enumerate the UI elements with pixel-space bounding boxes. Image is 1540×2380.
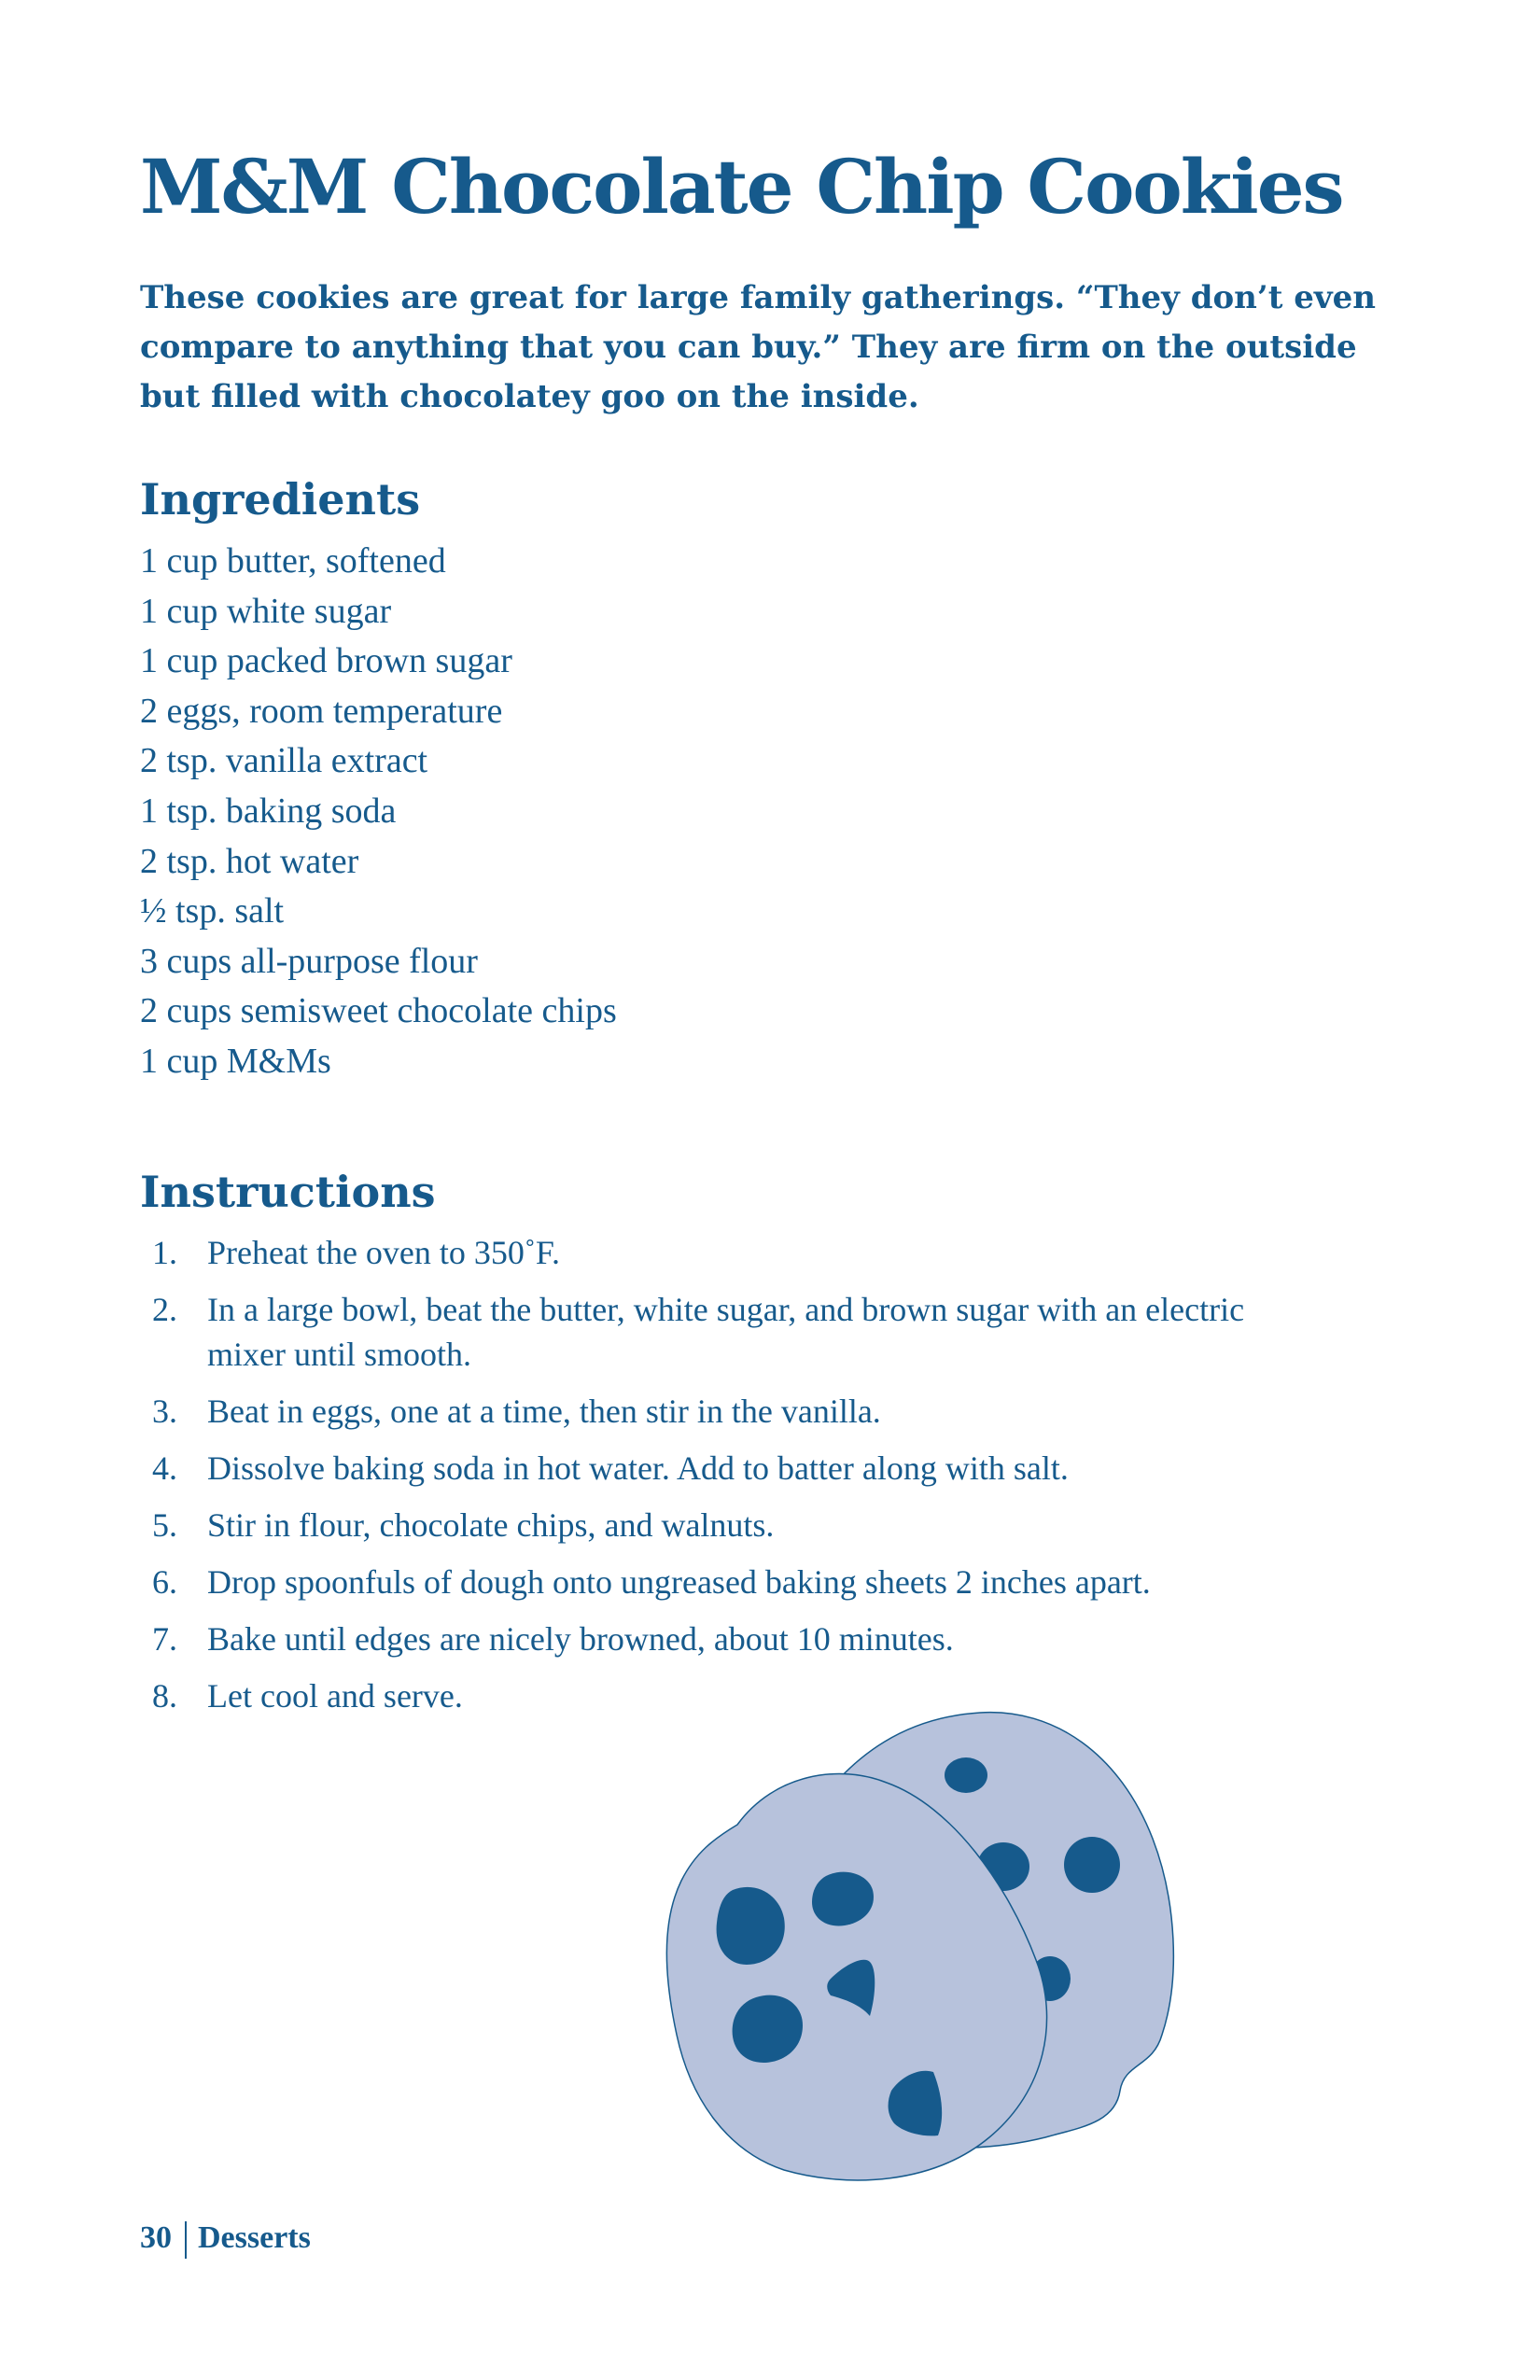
ingredient-item: 1 cup butter, softened [140, 541, 446, 581]
step-text: Let cool and serve. [207, 1677, 463, 1715]
step-number: 1. [152, 1234, 177, 1271]
step-text: Stir in flour, chocolate chips, and walnuts. [207, 1506, 775, 1544]
step-number: 4. [152, 1449, 177, 1487]
chocolate-chip [1064, 1837, 1120, 1893]
cookies-illustration [653, 1699, 1185, 2193]
ingredient-item: 3 cups all-purpose flour [140, 941, 478, 981]
chocolate-chip [945, 1757, 987, 1793]
step-text: Bake until edges are nicely browned, about 10 minutes. [207, 1620, 954, 1658]
section-name: Desserts [198, 2220, 311, 2255]
instruction-step [140, 1287, 1391, 1377]
instructions-heading: Instructions [140, 1167, 436, 1217]
step-number: 3. [152, 1393, 177, 1430]
page-footer [140, 2215, 311, 2261]
page-number: 30 [140, 2220, 172, 2255]
instructions-list [140, 1230, 1391, 1730]
instruction-step [140, 1389, 1391, 1434]
ingredient-item: ½ tsp. salt [140, 891, 285, 931]
ingredient-item: 2 cups semisweet chocolate chips [140, 991, 617, 1031]
recipe-page [140, 140, 1391, 1715]
instruction-step [140, 1617, 1391, 1661]
recipe-intro: These cookies are great for large family gatherings. “They don’t even compare to anything that you can buy.” They are firm on the outside but filled with chocolatey goo on the inside. [140, 279, 1377, 415]
ingredient-item: 2 tsp. vanilla extract [140, 741, 428, 781]
recipe-title: M&M Chocolate Chip Cookies [140, 143, 1343, 231]
instruction-step [140, 1503, 1391, 1547]
ingredients-heading: Ingredients [140, 474, 421, 525]
step-text: Preheat the oven to 350˚F. [207, 1234, 561, 1271]
footer-separator [185, 2221, 187, 2259]
ingredient-item: 1 cup white sugar [140, 591, 392, 631]
step-number: 8. [152, 1677, 177, 1715]
step-text: In a large bowl, beat the butter, white sugar, and brown sugar with an electric mixer until smooth. [207, 1291, 1245, 1373]
ingredient-item: 2 tsp. hot water [140, 841, 359, 881]
ingredient-item: 1 cup M&Ms [140, 1041, 331, 1081]
step-text: Beat in eggs, one at a time, then stir in the vanilla. [207, 1393, 881, 1430]
step-number: 6. [152, 1563, 177, 1601]
ingredients-list [140, 537, 617, 1087]
instruction-step [140, 1446, 1391, 1491]
ingredient-item: 1 cup packed brown sugar [140, 641, 512, 681]
step-text: Dissolve baking soda in hot water. Add to batter along with salt. [207, 1449, 1069, 1487]
ingredient-item: 2 eggs, room temperature [140, 691, 503, 731]
step-number: 7. [152, 1620, 177, 1658]
instruction-step [140, 1230, 1391, 1275]
ingredient-item: 1 tsp. baking soda [140, 791, 397, 831]
step-text: Drop spoonfuls of dough onto ungreased baking sheets 2 inches apart. [207, 1563, 1151, 1601]
instruction-step [140, 1560, 1391, 1604]
step-number: 5. [152, 1506, 177, 1544]
step-number: 2. [152, 1291, 177, 1328]
